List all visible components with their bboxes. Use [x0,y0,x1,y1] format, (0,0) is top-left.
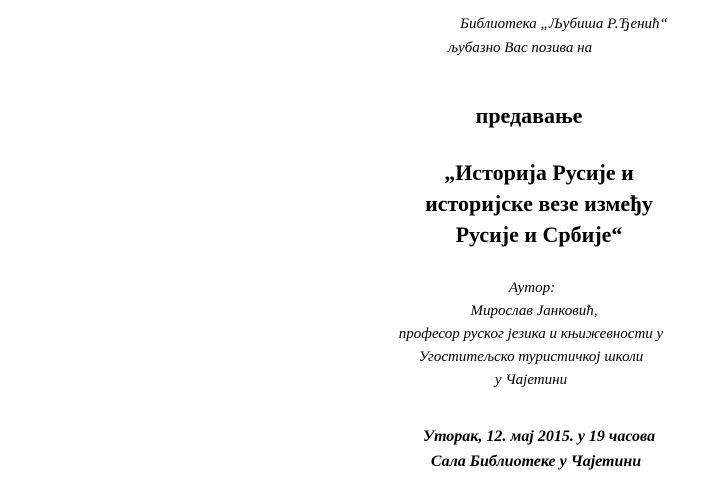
event-title-line-3: Русије и Србије“ [455,222,623,247]
event-venue: Сала Библиотеке у Чајетини [430,453,642,470]
invite-line: љубазно Вас позива на [447,40,593,56]
author-label: Аутор: [508,280,556,296]
library-line: Библиотека „Љубиша Р.Ђенић“ [460,16,668,32]
author-position-line-1: професор руског језика и књижевности у [398,326,664,342]
author-name: Мирослав Јанковић, [470,303,598,319]
author-position-line-2: Угоститељско туристичкој школи [418,349,644,365]
event-title-line-1: „Историја Русије и [444,160,634,185]
event-datetime: Уторак, 12. мај 2015. у 19 часова [422,428,656,445]
author-position-line-3: у Чајетини [494,372,568,388]
event-type: предавање [475,103,583,128]
event-title-line-2: историјске везе између [425,191,653,216]
